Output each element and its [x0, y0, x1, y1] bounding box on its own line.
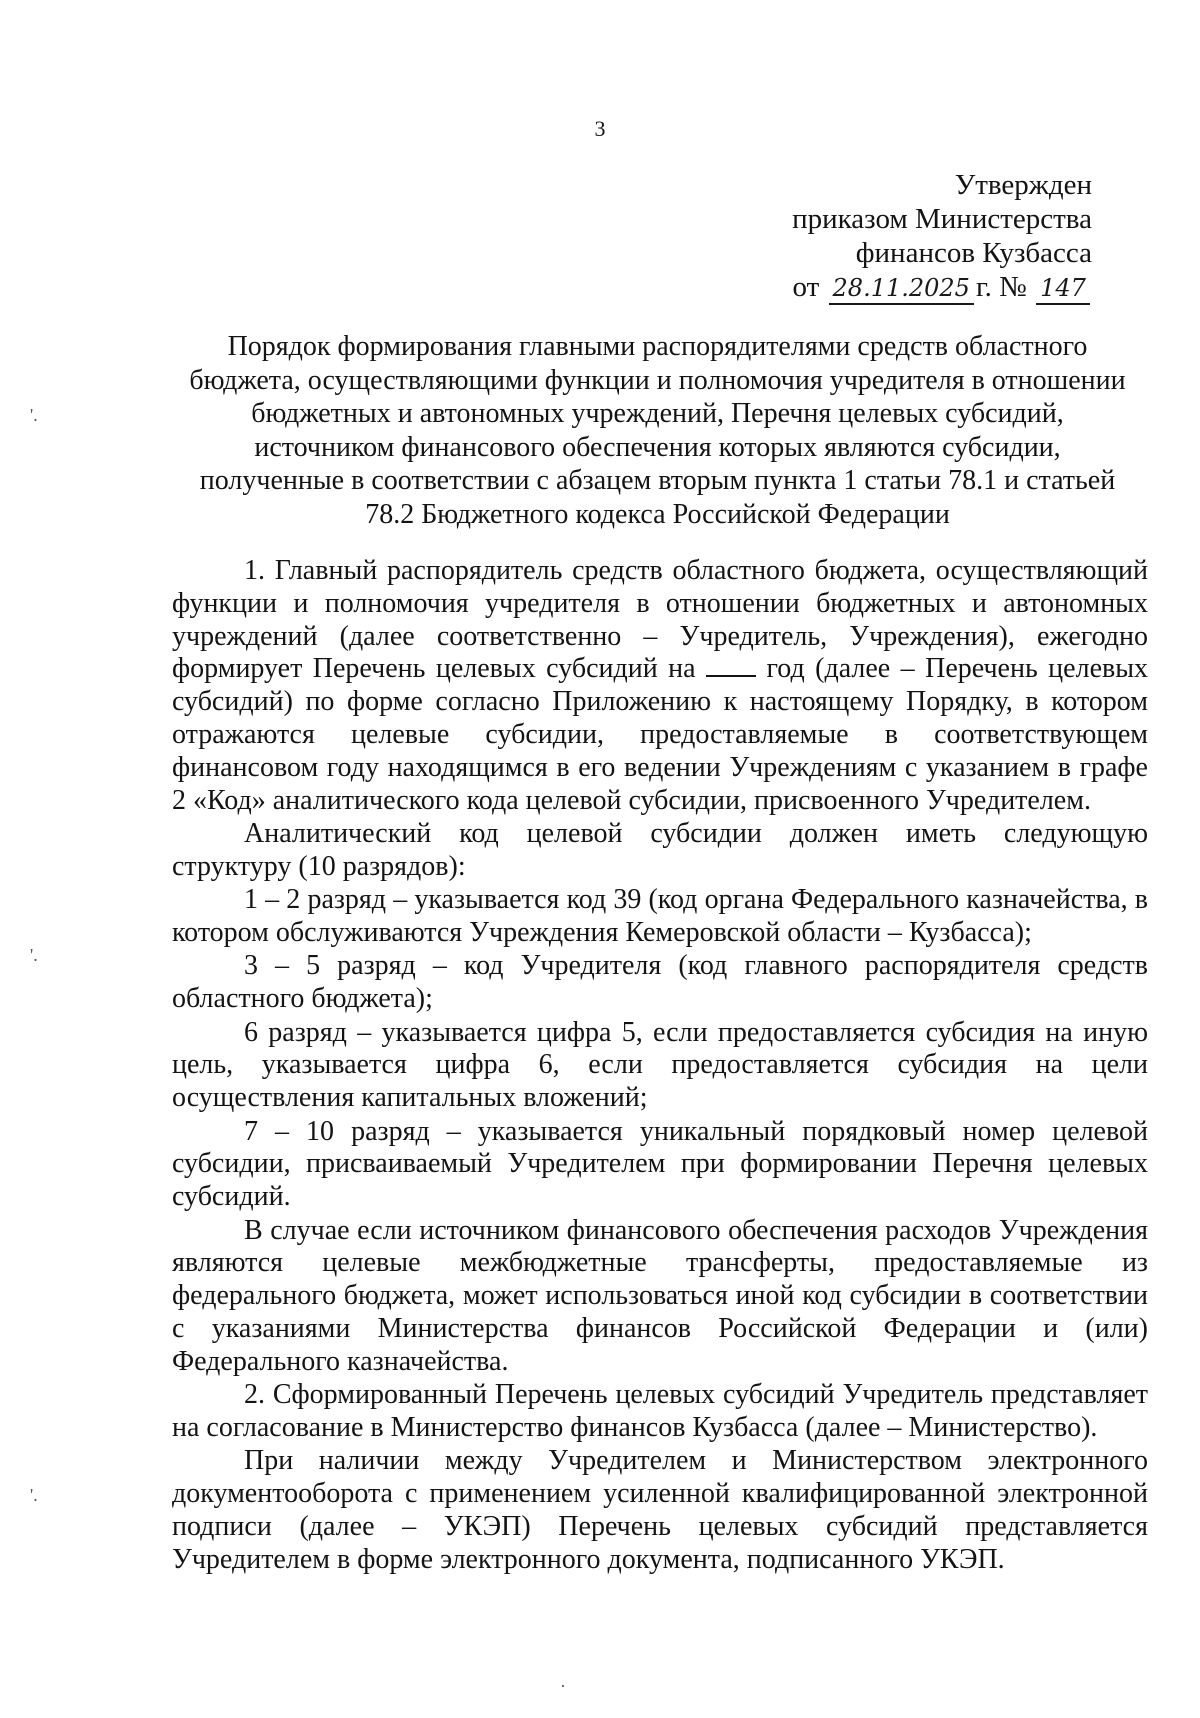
approval-number-prefix: г. №: [975, 271, 1027, 303]
approval-date-prefix: от: [792, 271, 820, 303]
paragraph-6: 7 – 10 разряд – указывается уникальный порядковый номер целевой субсидии, присваиваемый Учредителем при формировании Перечня целевых субсидий.: [172, 1115, 1148, 1213]
scan-mark: '.: [30, 405, 38, 425]
paragraph-9: При наличии между Учредителем и Министерством электронного документооборота с применением усиленной квалифицированной электронной подписи (далее – УКЭП) Перечень целевых субсидий представляется Учредителем в форме электронного документа, подписанного УКЭП.: [172, 1445, 1148, 1575]
paragraph-8: 2. Сформированный Перечень целевых субсидий Учредитель представляет на согласование в Министерство финансов Кузбасса (далее – Министерство).: [172, 1379, 1148, 1443]
title-line-4: источником финансового обеспечения которых являются субсидии,: [254, 431, 1061, 463]
title-line-3: бюджетных и автономных учреждений, Перечня целевых субсидий,: [251, 398, 1064, 429]
title-line-6: 78.2 Бюджетного кодекса Российской Федерации: [365, 498, 950, 530]
approval-date-line: [792, 270, 1092, 305]
title-line-2: бюджета, осуществляющими функции и полномочия учредителя в отношении: [189, 364, 1126, 396]
approval-stamp: [792, 168, 1092, 305]
handwritten-date: 28.11.2025: [829, 273, 974, 305]
paragraph-1-part-b: год (далее – Перечень целевых субсидий) по форме согласно Приложению к настоящему Порядку, в котором отражаются целевые субсидии, предоставляемые в соответствующем финансовом году находящимся в его ведении Учреждениям с указанием в графе 2 «Код» аналитического кода целевой субсидии, присвоенного Учредителем.: [172, 653, 1149, 816]
scan-mark: '.: [30, 1485, 38, 1505]
paragraph-4: 3 – 5 разряд – код Учредителя (код главного распорядителя средств областного бюджета);: [172, 950, 1148, 1015]
page-number: 3: [594, 116, 606, 141]
paragraph-5: 6 разряд – указывается цифра 5, если предоставляется субсидия на иную цель, указывается цифра 6, если предоставляется субсидия на цели осуществления капитальных вложений;: [172, 1016, 1148, 1114]
paragraph-1-part-a: 1. Главный распорядитель средств областного бюджета, осуществляющий функции и полномочия учредителя в отношении бюджетных и автономных учреждений (далее соответственно – Учредитель, Учреждения), ежегодно формирует Перечень целевых субсидий на: [172, 555, 1148, 685]
handwritten-number: 147: [1036, 273, 1090, 305]
paragraph-2: Аналитический код целевой субсидии должен иметь следующую структуру (10 разрядов):: [172, 817, 1148, 882]
approval-line-2: приказом Министерства: [792, 203, 1092, 235]
scan-mark: '.: [30, 945, 38, 965]
paragraph-1: [172, 555, 1148, 817]
paragraph-3: 1 – 2 разряд – указывается код 39 (код органа Федерального казначейства, в котором обслуживаются Учреждения Кемеровской области – Кузбасса);: [172, 884, 1148, 948]
title-line-5: полученные в соответствии с абзацем вторым пункта 1 статьи 78.1 и статьей: [199, 465, 1116, 496]
approval-line-1: Утвержден: [954, 169, 1092, 201]
document-title: [165, 330, 1150, 531]
paragraph-7: В случае если источником финансового обеспечения расходов Учреждения являются целевые межбюджетные трансферты, предоставляемые из федерального бюджета, может использоваться иной код субсидии в соответствии с указаниями Министерства финансов Российской Федерации и (или) Федерального казначейства.: [172, 1214, 1148, 1377]
document-body: [172, 555, 1148, 1577]
title-line-1: Порядок формирования главными распорядителями средств областного: [227, 331, 1088, 362]
scan-mark: ·: [560, 1676, 566, 1696]
approval-line-3: финансов Кузбасса: [855, 237, 1092, 269]
blank-year-field: [706, 655, 756, 677]
